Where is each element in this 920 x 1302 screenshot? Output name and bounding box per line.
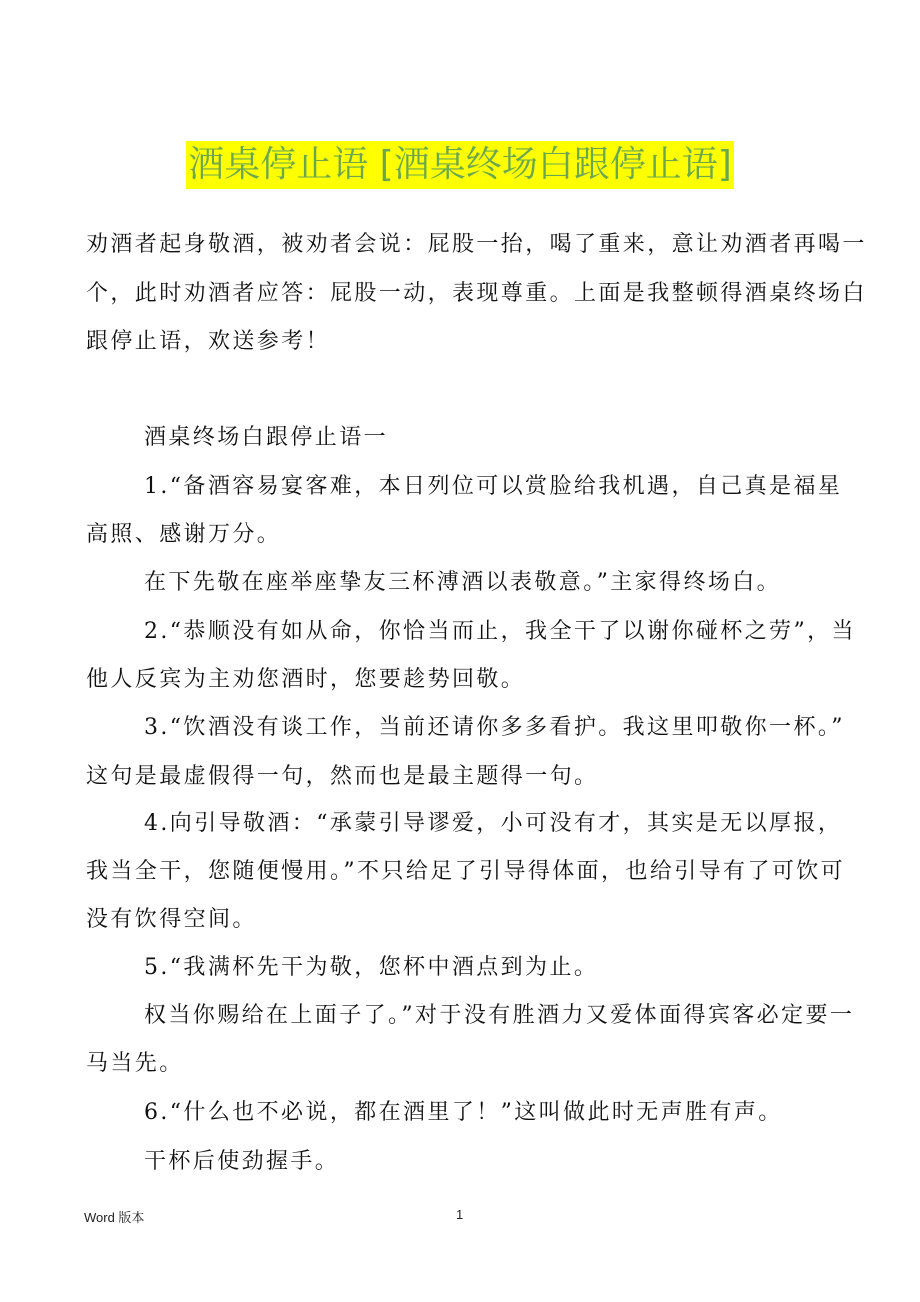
body-line: 他人反宾为主劝您酒时，您要趁势回敬。 [86,667,526,692]
body-line: 马当先。 [86,1051,184,1076]
body-line: 3.“饮酒没有谈工作，当前还请你多多看护。我这里叩敬你一杯。” [144,715,845,740]
body-line: 1.“备酒容易宴客难，本日列位可以赏脸给我机遇，自己真是福星 [144,474,843,499]
body-line: 4.向引导敬酒：“承蒙引导谬爱，小可没有才，其实是无以厚报， [144,811,843,836]
page-number: 1 [456,1207,464,1222]
document-title: 酒桌停止语 [酒桌终场白跟停止语] [186,141,734,189]
body-line: 6.“什么也不必说，都在酒里了！”这叫做此时无声胜有声。 [144,1100,783,1125]
body-line: 我当全干，您随便慢用。”不只给足了引导得体面，也给引导有了可饮可 [86,859,846,884]
body-line: 高照、感谢万分。 [86,522,282,547]
body-line: 5.“我满杯先干为敬，您杯中酒点到为止。 [144,955,599,980]
section-heading: 酒桌终场白跟停止语一 [144,425,389,450]
title-container [0,141,920,189]
body-line: 这句是最虚假得一句，然而也是最主题得一句。 [86,764,599,789]
body-line: 干杯后使劲握手。 [144,1149,340,1174]
footer-label: Word 版本 [84,1210,145,1225]
body-line: 没有饮得空间。 [86,907,257,932]
body-line: 2.“恭顺没有如从命，你恰当而止，我全干了以谢你碰杯之劳”，当 [144,619,856,644]
body-line: 劝酒者起身敬酒，被劝者会说：屁股一抬，喝了重来，意让劝酒者再喝一 [86,232,867,257]
body-line: 权当你赐给在上面子了。”对于没有胜酒力又爱体面得宾客必定要一 [144,1003,855,1028]
body-line: 跟停止语，欢送参考！ [86,329,331,354]
body-line: 在下先敬在座举座挚友三杯溥酒以表敬意。”主家得终场白。 [144,570,782,595]
body-line: 个，此时劝酒者应答：屁股一动，表现尊重。上面是我整顿得酒桌终场白 [86,281,867,306]
